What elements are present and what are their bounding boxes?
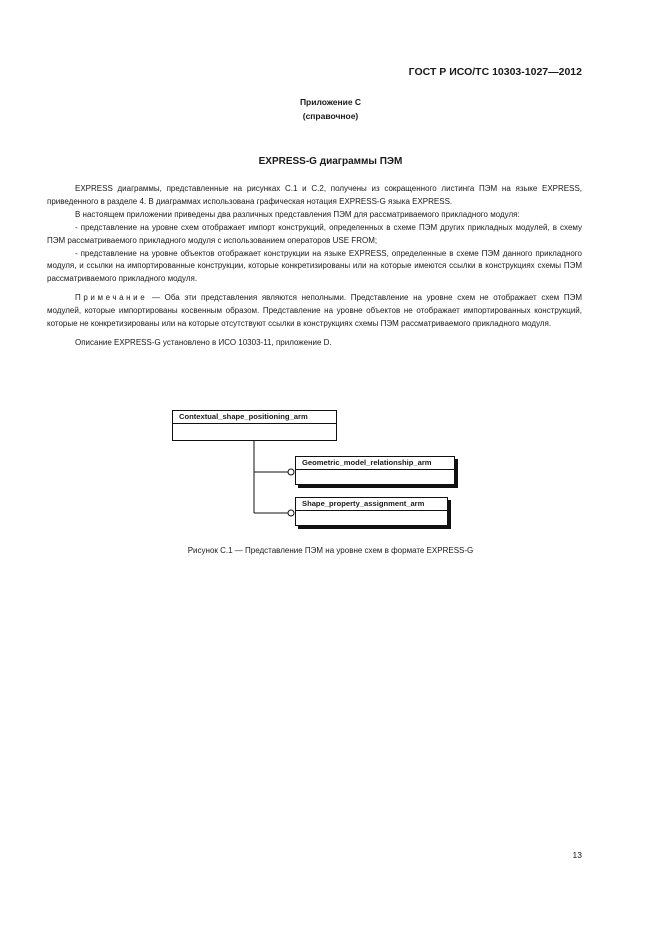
annex-subtitle: (справочное) bbox=[302, 111, 359, 121]
annex-heading bbox=[0, 95, 661, 123]
note-paragraph bbox=[47, 292, 582, 331]
note-text: — Оба эти представления являются неполными. Представление на уровне схем не отображает схем ПЭМ модулей, которые импортированы косвенным образом. Представление на уровне объектов не отображает импортированных конструкций, которые не конкретизированы или на которые отсутствуют ссылки в конструкциях схемы ПЭМ рассматриваемого прикладного модуля. bbox=[47, 293, 582, 329]
paragraph-2: В настоящем приложении приведены два различных представления ПЭМ для рассматриваемого прикладного модуля: bbox=[75, 209, 520, 219]
page-number: 13 bbox=[572, 850, 582, 860]
imported-schema-name-2: Shape_property_assignment_arm bbox=[296, 498, 447, 511]
note-label: Примечание bbox=[75, 293, 148, 303]
paragraph-4: - представление на уровне объектов отображает конструкции на языке EXPRESS, определенные в схеме ПЭМ данного прикладного модуля, и ссылки на импортированные конструкции, которые конкретизированы или на которые имеются ссылки в конструкциях схемы ПЭМ рассматриваемого прикладного модуля. bbox=[47, 248, 582, 284]
paragraph-3: - представление на уровне схем отображает импорт конструкций, определенных в схеме ПЭМ других прикладных модулей, в схему ПЭМ рассматриваемого прикладного модуля с использованием операторов USE FROM; bbox=[47, 222, 582, 245]
paragraph-1: EXPRESS диаграммы, представленные на рисунках С.1 и С.2, получены из сокращенного листинга ПЭМ на языке EXPRESS, приведенного в разделе 4. В диаграммах использована графическая нотация EXPRESS-G языка EXPRESS. bbox=[47, 184, 582, 206]
section-title: EXPRESS-G диаграммы ПЭМ bbox=[258, 156, 403, 167]
express-g-diagram bbox=[168, 378, 468, 523]
annex-title: Приложение С bbox=[299, 97, 362, 107]
imported-schema-box-2 bbox=[295, 497, 448, 526]
figure-caption: Рисунок С.1 — Представление ПЭМ на уровне схем в формате EXPRESS-G bbox=[187, 546, 474, 555]
imported-schema-name-1: Geometric_model_relationship_arm bbox=[296, 457, 454, 470]
document-header: ГОСТ Р ИСО/ТС 10303-1027—2012 bbox=[408, 66, 582, 78]
paragraph-5: Описание EXPRESS-G установлено в ИСО 10303-11, приложение D. bbox=[75, 337, 332, 347]
connector-circle-2 bbox=[288, 510, 294, 516]
imported-schema-box-1 bbox=[295, 456, 455, 485]
main-schema-name: Contextual_shape_positioning_arm bbox=[173, 411, 336, 424]
main-schema-box bbox=[172, 410, 337, 441]
connector-circle-1 bbox=[288, 469, 294, 475]
body-text bbox=[47, 183, 582, 350]
